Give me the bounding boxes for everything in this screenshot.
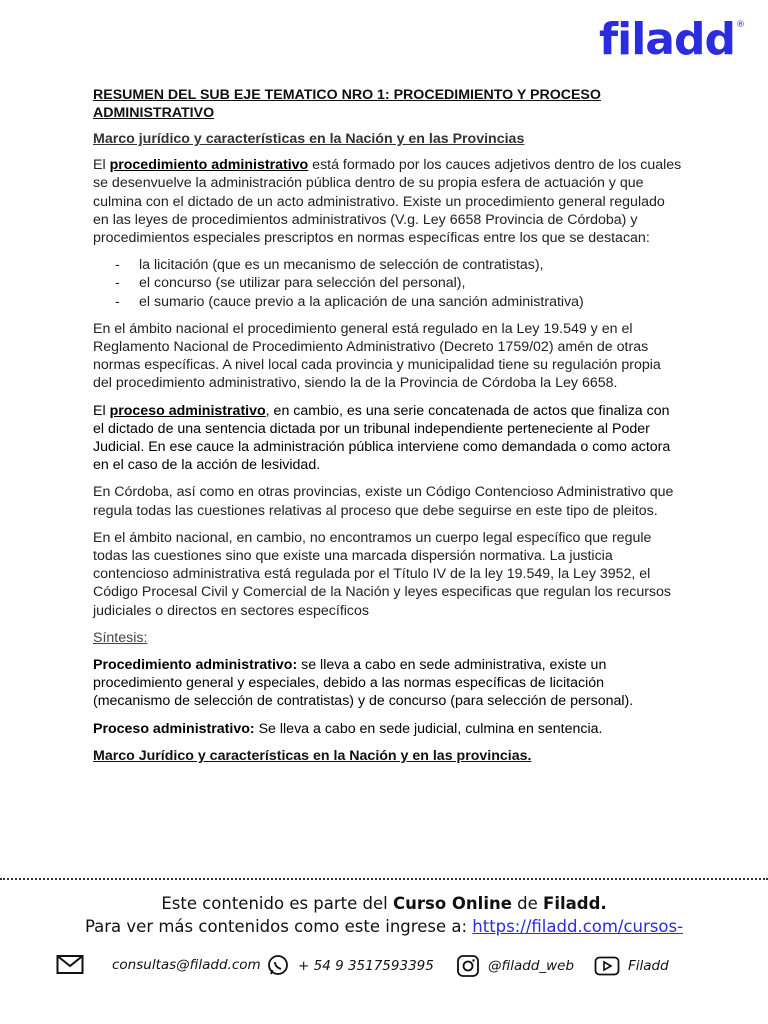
footer-promo	[0, 892, 768, 938]
synthesis-procedimiento: Procedimiento administrativo: se lleva a cabo en sede administrativa, existe un procedimiento general y especiales, debido a las normas específicas de licitación (mecanismo de selección de contratistas) y de concurso (para selección de personal).	[93, 657, 634, 710]
registered-mark: ®	[736, 20, 744, 30]
contact-instagram[interactable]: @filadd_web	[456, 954, 574, 978]
list-item: - el sumario (cauce previo a la aplicación de una sanción administrativa)	[115, 293, 683, 311]
synthesis-label: Síntesis:	[93, 629, 148, 646]
logo-text: filadd	[599, 14, 735, 65]
term-proceso: proceso administrativo	[109, 402, 266, 419]
term-procedimiento: procedimiento administrativo	[109, 157, 309, 174]
contact-email[interactable]: consultas@filadd.com	[56, 954, 261, 976]
instagram-icon	[456, 954, 480, 978]
courses-link[interactable]: https://filadd.com/cursos-	[472, 917, 684, 936]
footer-line-1: Este contenido es parte del Curso Online de Filadd.	[161, 894, 607, 913]
list-item: - la licitación (que es un mecanismo de selección de contratistas),	[115, 256, 683, 274]
whatsapp-icon	[266, 954, 290, 978]
paragraph-procedimiento: El procedimiento administrativo está formado por los cauces adjetivos dentro de los cuales se desenvuelve la administración pública dentro de su propia esfera de actuación y que culmina con el dictado de un acto administrativo. Existe un procedimiento general regulado en las leyes de procedimientos administrativos (V.g. Ley 6658 Provincia de Córdoba) y procedimientos especiales prescriptos en normas específicas entre los que se destacan:	[93, 157, 682, 247]
contact-whatsapp[interactable]: + 54 9 3517593395	[266, 954, 434, 978]
document-title: RESUMEN DEL SUB EJE TEMATICO NRO 1: PROCEDIMIENTO Y PROCESO ADMINISTRATIVO	[93, 87, 601, 121]
paragraph-ambito-nacional: En el ámbito nacional el procedimiento general está regulado en la Ley 19.549 y en el Reglamento Nacional de Procedimiento Administrativo (Decreto 1759/02) amén de otras normas específicas. A nivel local cada provincia y municipalidad tiene su regulación propia del procedimiento administrativo, siendo la de la Provincia de Córdoba la Ley 6658.	[93, 320, 661, 392]
list-item: - el concurso (se utilizar para selección del personal),	[115, 274, 683, 292]
paragraph-dispersion: En el ámbito nacional, en cambio, no encontramos un cuerpo legal específico que regule todas las cuestiones sino que existe una marcada dispersión normativa. La justicia contencioso administrativa está regulada por el Título IV de la ley 19.549, la Ley 3952, el Código Procesal Civil y Comercial de la Nación y leyes especificas que regulan los recursos judiciales o directos en sectores específicos	[93, 529, 672, 619]
section-heading: Marco jurídico y características en la Nación y en las Provincias	[93, 131, 525, 147]
closing-heading: Marco Jurídico y características en la Nación y en las provincias.	[93, 747, 532, 764]
youtube-icon	[594, 956, 620, 976]
document-body	[93, 86, 683, 773]
synthesis-proceso: Proceso administrativo: Se lleva a cabo en sede judicial, culmina en sentencia.	[93, 720, 603, 737]
mail-icon	[56, 954, 84, 976]
contact-youtube[interactable]: Filadd	[594, 956, 669, 976]
paragraph-proceso: El proceso administrativo, en cambio, es una serie concatenada de actos que finaliza con el dictado de una sentencia dictada por un tribunal independiente perteneciente al Poder Judicial. En ese cauce la administración pública interviene como demandada o como actora en el caso de la acción de lesividad.	[93, 402, 671, 474]
footer-line-2: Para ver más contenidos como este ingrese a: https://filadd.com/cursos-	[84, 917, 684, 936]
filadd-logo	[599, 14, 744, 65]
paragraph-cordoba: En Córdoba, así como en otras provincias, existe un Código Contencioso Administrativo que regula todas las cuestiones relativas al proceso que debe seguirse en este tipo de pleitos.	[93, 484, 674, 519]
dotted-divider	[0, 878, 768, 880]
procedures-list	[93, 256, 683, 311]
contact-bar	[0, 952, 768, 982]
